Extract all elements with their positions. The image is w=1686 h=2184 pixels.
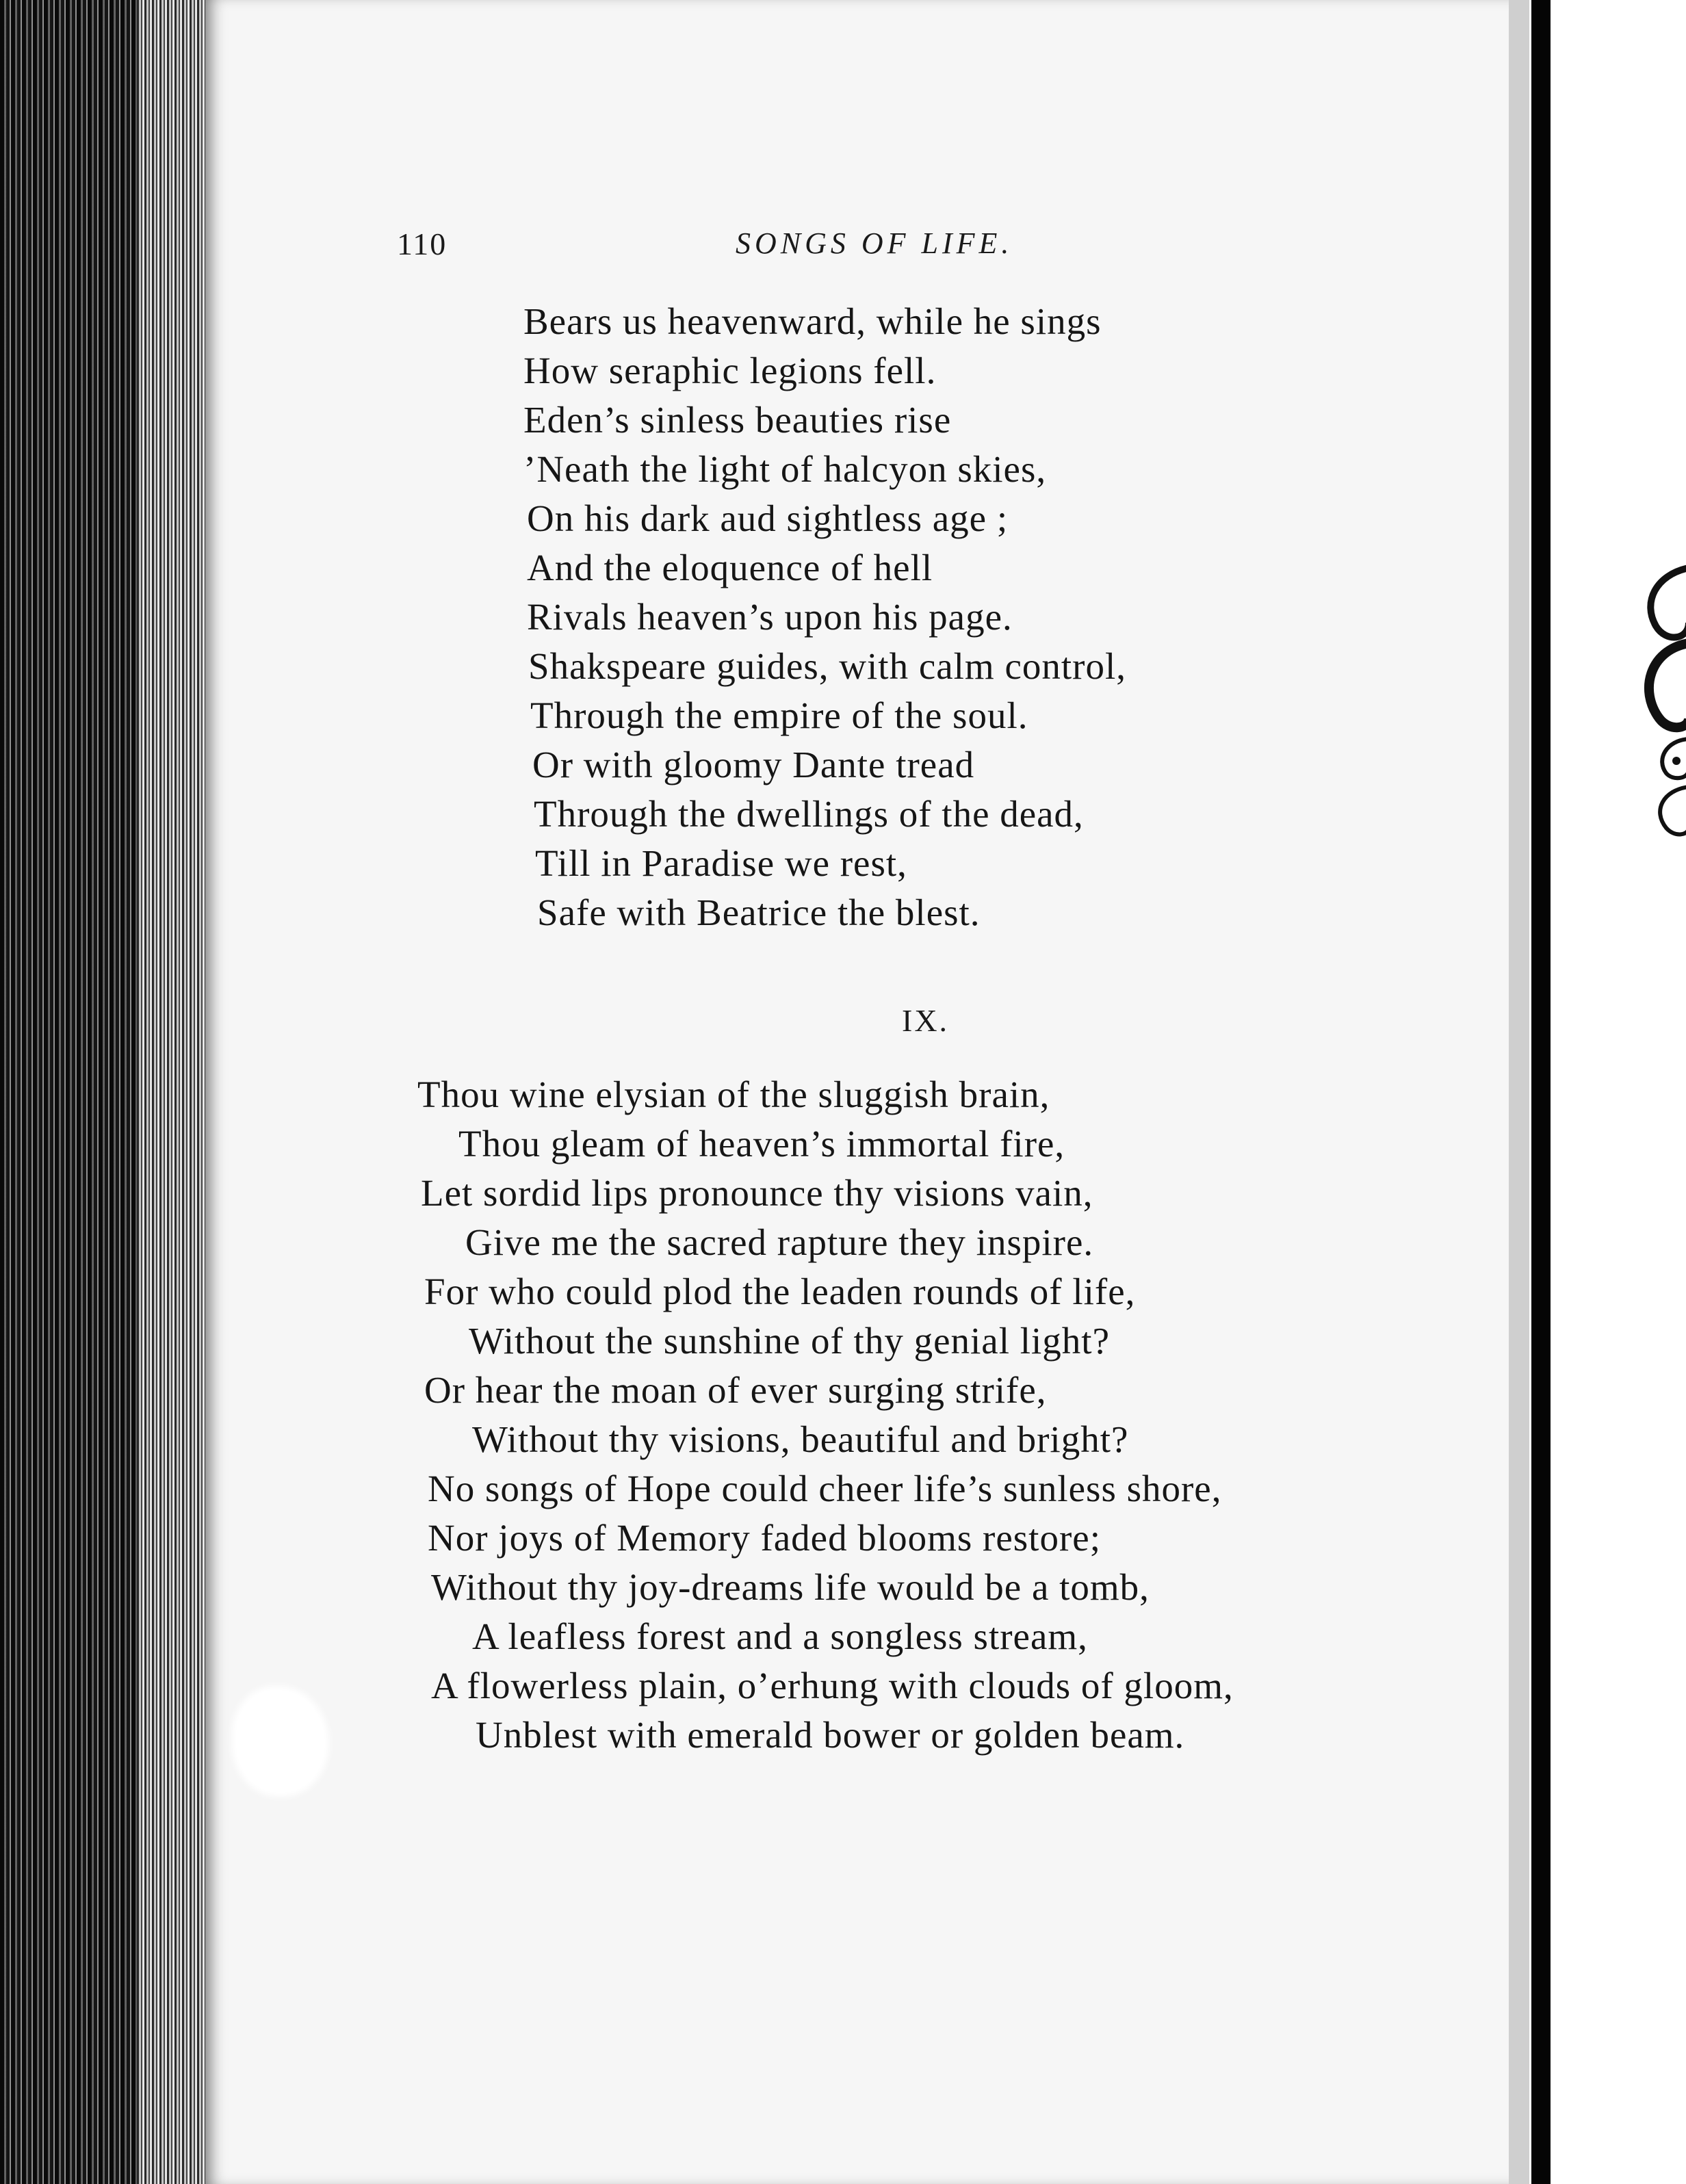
verse-line: A flowerless plain, o’erhung with clouds of gloom, xyxy=(431,1665,1234,1706)
verse-line: Give me the sacred rapture they inspire. xyxy=(465,1221,1094,1263)
section-numeral: IX. xyxy=(902,1003,950,1038)
verse-line: How seraphic legions fell. xyxy=(523,350,937,391)
verse-line: Or with gloomy Dante tread xyxy=(532,744,975,785)
gutter-shadow xyxy=(1531,0,1551,2184)
verse-line: For who could plod the leaden rounds of life, xyxy=(424,1271,1136,1312)
verse-line: And the eloquence of hell xyxy=(527,547,933,588)
verse-line: Without thy visions, beautiful and bright? xyxy=(472,1418,1129,1460)
verse-line: Through the empire of the soul. xyxy=(530,694,1028,736)
verse-line: Or hear the moan of ever surging strife, xyxy=(424,1369,1047,1411)
verse-line: Eden’s sinless beauties rise xyxy=(523,399,952,441)
verse-line: A leafless forest and a songless stream, xyxy=(472,1615,1088,1657)
verse-line: Thou gleam of heaven’s immortal fire, xyxy=(458,1123,1065,1165)
facing-page-ornament xyxy=(1629,561,1686,848)
verse-line: Till in Paradise we rest, xyxy=(535,842,907,884)
verse-line: Let sordid lips pronounce thy visions vain, xyxy=(421,1172,1093,1214)
verse-line: Safe with Beatrice the blest. xyxy=(537,892,981,933)
verse-line: Rivals heaven’s upon his page. xyxy=(527,596,1013,638)
verse-line: Without the sunshine of thy genial light? xyxy=(469,1320,1110,1362)
verse-line: On his dark aud sightless age ; xyxy=(527,497,1009,539)
verse-line: Without thy joy-dreams life would be a tomb, xyxy=(431,1566,1150,1608)
verse-line: Bears us heavenward, while he sings xyxy=(523,300,1102,342)
verse-line: ’Neath the light of halcyon skies, xyxy=(523,448,1047,490)
verse-line: Shakspeare guides, with calm control, xyxy=(528,645,1127,687)
verse-line: Thou wine elysian of the sluggish brain, xyxy=(417,1074,1050,1115)
facing-page-edge xyxy=(1551,0,1686,2184)
page-gutter xyxy=(1509,0,1529,2184)
verse-line: Nor joys of Memory faded blooms restore; xyxy=(428,1517,1101,1559)
verse-line: Through the dwellings of the dead, xyxy=(534,793,1084,835)
verse-line: Unblest with emerald bower or golden beam. xyxy=(476,1714,1185,1756)
verse-line: No songs of Hope could cheer life’s sunless shore, xyxy=(428,1468,1222,1509)
running-head-title: SONGS OF LIFE. xyxy=(736,226,1013,260)
page-number: 110 xyxy=(397,226,448,261)
